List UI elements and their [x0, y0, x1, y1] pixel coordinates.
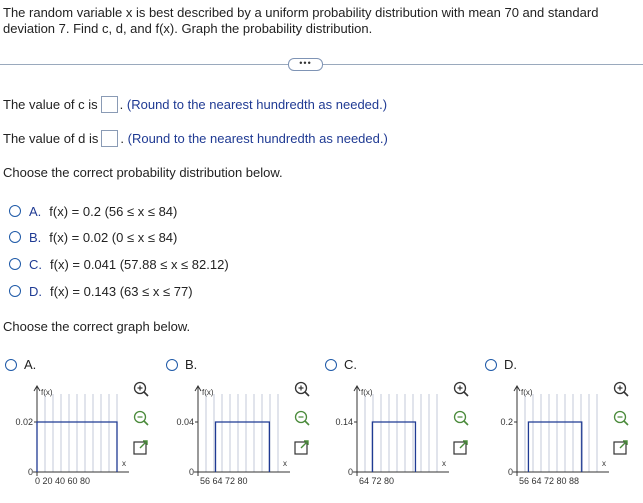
graph-tools: [451, 380, 471, 460]
y-tick-label: 0.04: [176, 417, 194, 427]
c-answer-input[interactable]: [101, 96, 118, 113]
graph-radio-a[interactable]: [5, 359, 17, 371]
density-line: [216, 422, 270, 472]
option-text: f(x) = 0.2 (56 ≤ x ≤ 84): [49, 203, 178, 219]
x-tick-labels: 0 20 40 60 80: [35, 476, 91, 486]
radio-a[interactable]: [9, 205, 21, 217]
graph-radio-c[interactable]: [325, 359, 337, 371]
option-text: f(x) = 0.041 (57.88 ≤ x ≤ 82.12): [50, 256, 229, 272]
d-label: The value of d is: [3, 131, 99, 146]
option-text: f(x) = 0.143 (63 ≤ x ≤ 77): [50, 283, 193, 299]
popout-icon[interactable]: [614, 441, 627, 454]
x-axis-label: x: [602, 459, 606, 468]
zoom-out-icon[interactable]: [455, 412, 469, 426]
x-axis-label: x: [122, 459, 126, 468]
zoom-in-icon[interactable]: [296, 383, 310, 397]
c-hint: (Round to the nearest hundredth as needed.): [126, 97, 388, 112]
dist-option-b[interactable]: [9, 227, 177, 247]
density-line: [528, 422, 581, 472]
y-zero-label: 0: [347, 467, 353, 477]
y-tick-label: 0.2: [500, 417, 513, 427]
zoom-out-icon[interactable]: [296, 412, 310, 426]
y-tick-label: 0.02: [15, 417, 33, 427]
y-zero-label: 0: [27, 467, 33, 477]
zoom-in-icon[interactable]: [455, 383, 469, 397]
option-letter: C.: [29, 256, 42, 272]
x-tick-labels: 56 64 72 80 88: [519, 476, 580, 486]
graph-radio-d[interactable]: [485, 359, 497, 371]
graph-tools: [611, 380, 631, 460]
zoom-out-icon[interactable]: [615, 412, 629, 426]
dist-option-c[interactable]: [9, 254, 229, 274]
y-axis-label: f(x): [521, 388, 533, 397]
y-zero-label: 0: [188, 467, 194, 477]
y-tick-label: 0.14: [335, 417, 353, 427]
y-axis-label: f(x): [41, 388, 53, 397]
c-row: The value of c is . (Round to the nearest hundredth as needed.): [3, 97, 388, 112]
graph-option-b[interactable]: [166, 357, 197, 372]
y-axis-label: f(x): [202, 388, 214, 397]
option-letter: B.: [29, 229, 42, 245]
x-axis-label: x: [283, 459, 287, 468]
x-tick-labels: 64 72 80: [359, 476, 395, 486]
option-text: f(x) = 0.02 (0 ≤ x ≤ 84): [49, 229, 178, 245]
y-axis-label: f(x): [361, 388, 373, 397]
dist-option-a[interactable]: [9, 201, 177, 221]
graph-option-c[interactable]: [325, 357, 357, 372]
density-line: [372, 422, 415, 472]
distribution-prompt: Choose the correct probability distribution below.: [3, 165, 283, 180]
zoom-in-icon[interactable]: [615, 383, 629, 397]
radio-c[interactable]: [9, 258, 21, 270]
zoom-in-icon[interactable]: [135, 383, 149, 397]
option-letter: D.: [29, 283, 42, 299]
c-label: The value of c is: [3, 97, 98, 112]
graph-letter: D.: [504, 357, 517, 372]
x-axis-label: x: [442, 459, 446, 468]
graph-letter: A.: [24, 357, 37, 372]
graph-letter: C.: [344, 357, 357, 372]
graph-option-a[interactable]: [5, 357, 36, 372]
popout-icon[interactable]: [134, 441, 147, 454]
d-row: The value of d is . (Round to the nearest hundredth as needed.): [3, 131, 388, 146]
d-hint: (Round to the nearest hundredth as needed.): [127, 131, 388, 146]
y-zero-label: 0: [507, 467, 513, 477]
d-answer-input[interactable]: [101, 130, 118, 147]
popout-icon[interactable]: [295, 441, 308, 454]
more-button[interactable]: •••: [288, 58, 323, 71]
popout-icon[interactable]: [454, 441, 467, 454]
graph-tools: [292, 380, 312, 460]
option-letter: A.: [29, 203, 42, 219]
graph-radio-b[interactable]: [166, 359, 178, 371]
x-tick-labels: 56 64 72 80: [200, 476, 248, 486]
graph-option-d[interactable]: [485, 357, 517, 372]
graph-tools: [131, 380, 151, 460]
zoom-out-icon[interactable]: [135, 412, 149, 426]
graph-letter: B.: [185, 357, 198, 372]
radio-d[interactable]: [9, 285, 21, 297]
graph-prompt: Choose the correct graph below.: [3, 319, 191, 334]
radio-b[interactable]: [9, 231, 21, 243]
dist-option-d[interactable]: [9, 281, 193, 301]
question-text: The random variable x is best described by a uniform probability distribution with mean 70 and standard deviation 7. Find c, d, and f(x). Graph the probability distribution.: [3, 5, 599, 36]
